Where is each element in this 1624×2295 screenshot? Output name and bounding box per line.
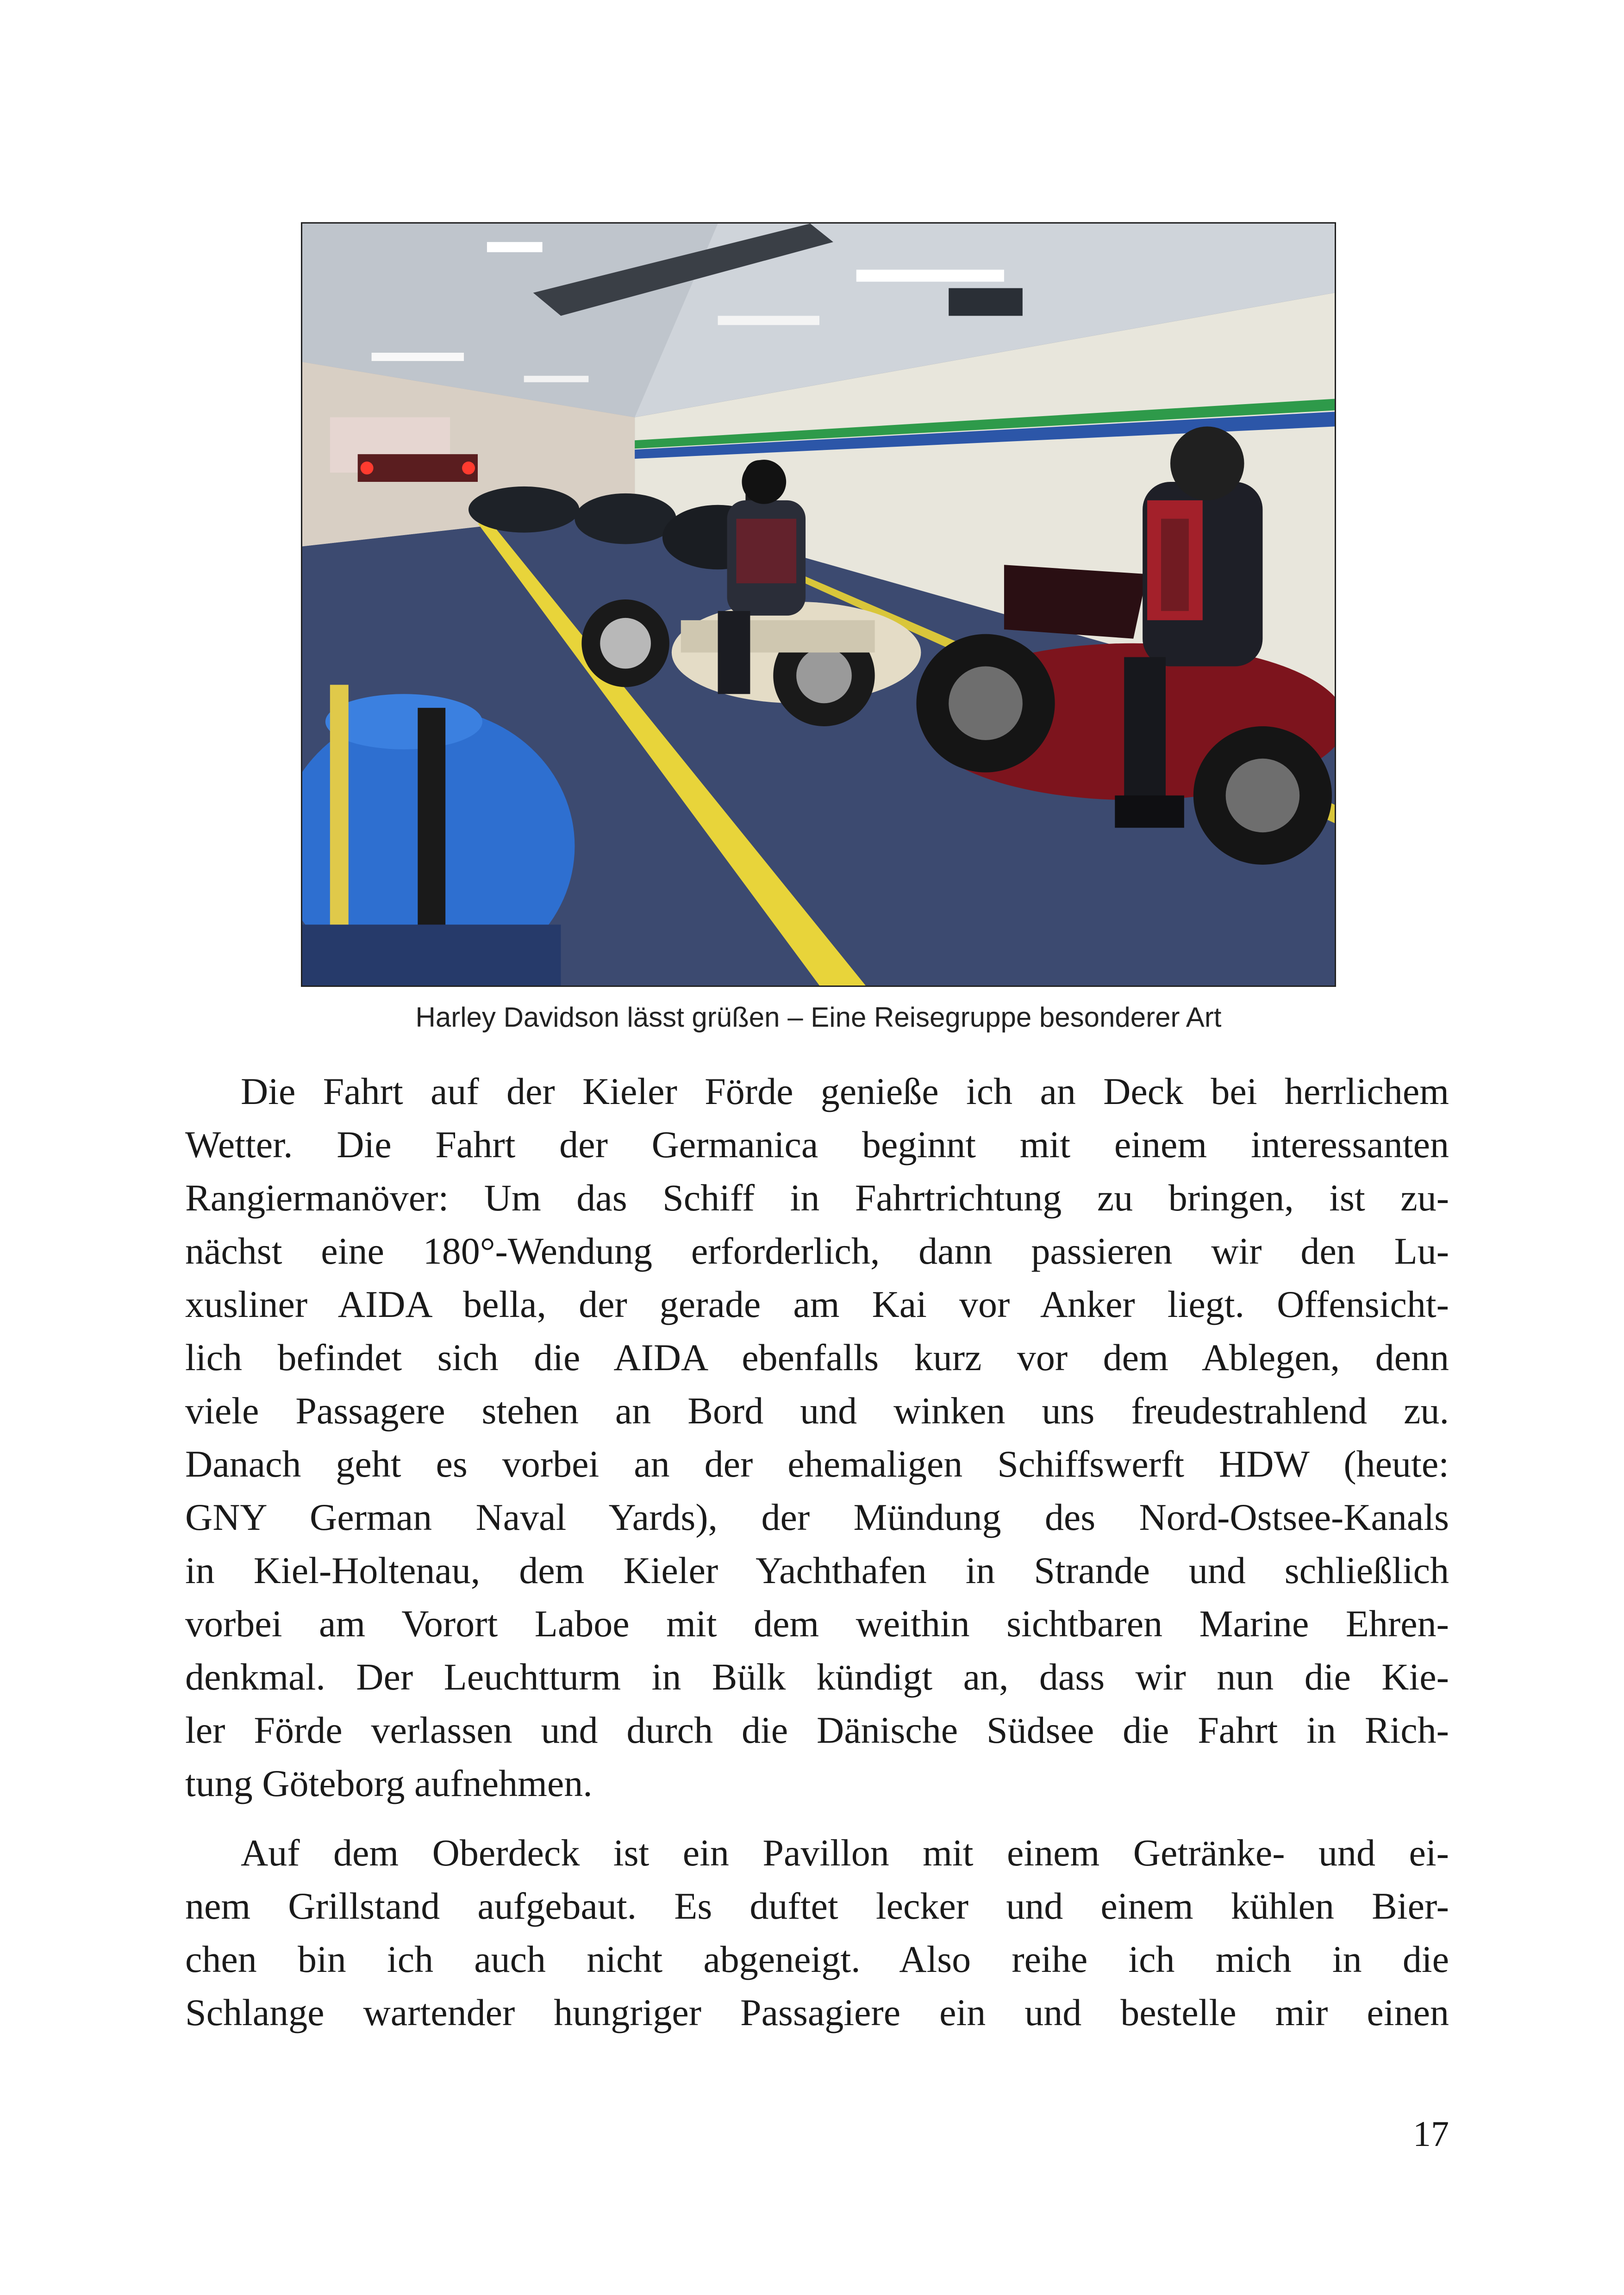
text-line: Wetter. Die Fahrt der Germanica beginnt mit einem interessanten xyxy=(185,1123,1449,1166)
text-line: viele Passagere stehen an Bord und winken uns freudestrahlend zu. xyxy=(185,1390,1449,1432)
text-line: Die Fahrt auf der Kieler Förde genieße ich an Deck bei herrlichem xyxy=(241,1070,1449,1112)
text-line: nächst eine 180°-Wendung erforderlich, dann passieren wir den Lu- xyxy=(185,1230,1449,1272)
text-line: ler Förde verlassen und durch die Dänische Südsee die Fahrt in Rich- xyxy=(185,1709,1449,1751)
paragraph-gap xyxy=(185,1810,1449,1826)
text-line: in Kiel-Holtenau, dem Kieler Yachthafen in Strande und schließlich xyxy=(185,1549,1449,1591)
text-line: xusliner AIDA bella, der gerade am Kai vor Anker liegt. Offensicht- xyxy=(185,1283,1449,1325)
paragraph xyxy=(185,1826,1449,2039)
text-line: GNY German Naval Yards), der Mündung des Nord-Ostsee-Kanals xyxy=(185,1496,1449,1538)
text-line: Schlange wartender hungriger Passagiere ein und bestelle mir einen xyxy=(185,1991,1449,2033)
paragraph xyxy=(185,1065,1449,1810)
ferry-car-deck-photo xyxy=(301,222,1336,987)
text-line: tung Göteborg aufnehmen. xyxy=(185,1762,593,1804)
text-line: lich befindet sich die AIDA ebenfalls kurz vor dem Ablegen, denn xyxy=(185,1336,1449,1378)
text-line: chen bin ich auch nicht abgeneigt. Also reihe ich mich in die xyxy=(185,1938,1449,1980)
text-line: Rangiermanöver: Um das Schiff in Fahrtrichtung zu bringen, ist zu- xyxy=(185,1177,1449,1219)
body-text xyxy=(185,1065,1449,2039)
text-line: Danach geht es vorbei an der ehemaligen Schiffswerft HDW (heute: xyxy=(185,1443,1449,1485)
motorcycles-on-ferry-illustration xyxy=(302,224,1335,985)
text-line: denkmal. Der Leuchtturm in Bülk kündigt an, dass wir nun die Kie- xyxy=(185,1656,1449,1698)
text-line: Auf dem Oberdeck ist ein Pavillon mit einem Getränke- und ei- xyxy=(241,1832,1449,1874)
page-number: 17 xyxy=(1413,2114,1449,2154)
text-line: vorbei am Vorort Laboe mit dem weithin sichtbaren Marine Ehren- xyxy=(185,1603,1449,1645)
photo-caption: Harley Davidson lässt grüßen – Eine Reisegruppe besonderer Art xyxy=(415,1002,1222,1033)
text-line: nem Grillstand aufgebaut. Es duftet lecker und einem kühlen Bier- xyxy=(185,1885,1449,1927)
